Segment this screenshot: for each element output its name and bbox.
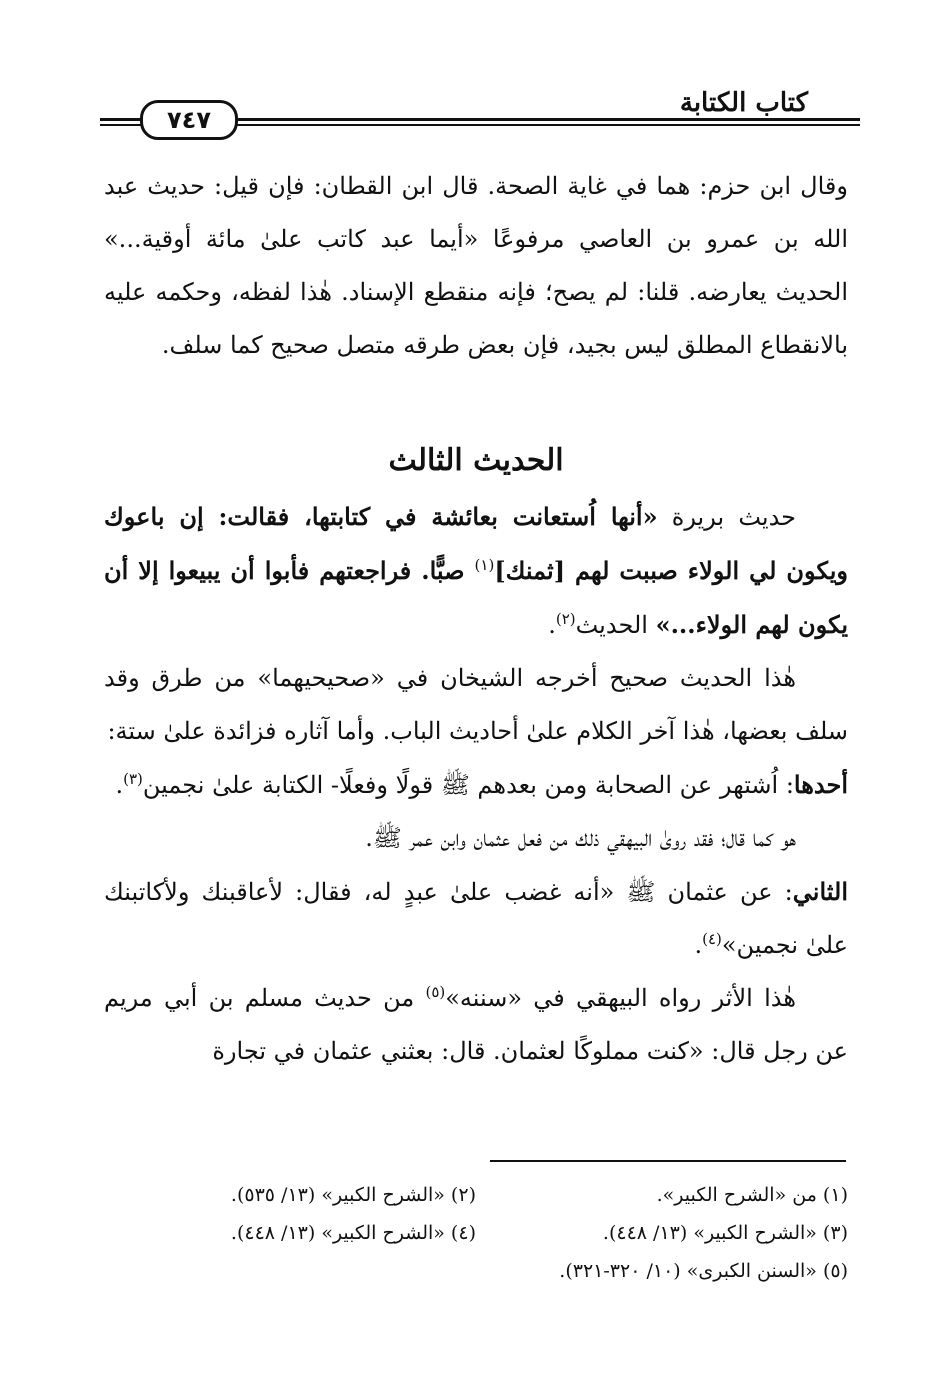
point-1-text: : اُشتهر عن الصحابة ومن بعدهم ﷺ قولًا وفعلًا- الكتابة علىٰ نجمين xyxy=(142,771,794,799)
footnotes xyxy=(104,1176,848,1290)
hadith-text-a: «أنها اُستعانت بعائشة في كتابتها، فقالت: إن باعوك ويكون لي الولاء صببت لهم [ثمنك] xyxy=(104,502,848,585)
footnote-5: (٥) «السنن الكبرى» (١٠/ ٣٢٠-٣٢١). xyxy=(559,1260,848,1282)
footnote-ref-3[interactable]: (٣) xyxy=(123,770,143,788)
footnote-ref-1[interactable]: (١) xyxy=(474,556,495,574)
paragraph-2: هٰذا الحديث صحيح أخرجه الشيخان في «صحيحيهما» من طرق وقد سلف بعضها، هٰذا آخر الكلام علىٰ أحاديث الباب. وأما آثاره فزائدة علىٰ ستة: xyxy=(104,664,848,745)
footnote-row xyxy=(104,1176,848,1214)
hadith-end: . xyxy=(548,611,556,639)
body-section-2 xyxy=(104,490,848,1078)
footnote-separator xyxy=(490,1160,846,1162)
point-2-label: الثاني xyxy=(792,877,848,906)
section-heading: الحديث الثالث xyxy=(388,443,564,478)
point-2-text: : عن عثمان ﷺ «أنه غضب علىٰ عبدٍ له، فقال: لأعاقبنك ولأكاتبنك علىٰ نجمين» xyxy=(104,878,848,959)
footnote-ref-4[interactable]: (٤) xyxy=(702,930,722,948)
point-2 xyxy=(104,865,848,972)
page-number: ٧٤٧ xyxy=(140,100,238,140)
point-1-end: . xyxy=(115,771,124,799)
running-header xyxy=(100,86,860,134)
paragraph-3: هو كما قال؛ فقد روىٰ البيهقي ذلك من فعل عثمان وابن عمر ﷺ. xyxy=(365,824,796,852)
point-1-label: أحدها xyxy=(793,770,848,799)
footnote-1: (١) من «الشرح الكبير». xyxy=(656,1184,848,1206)
hadith-paragraph xyxy=(104,490,848,652)
footnote-row xyxy=(104,1252,848,1290)
hadith-tail: الحديث xyxy=(575,611,656,639)
paragraph-4 xyxy=(104,972,848,1078)
footnote-ref-5[interactable]: (٥) xyxy=(425,983,446,1001)
chapter-title: كتاب الكتابة xyxy=(679,88,808,118)
hadith-intro: حديث بريرة xyxy=(657,503,796,531)
hadith-text-b: صبًّا. فراجعتهم فأبوا أن يبيعوا إلا أن يكون لهم الولاء...» xyxy=(104,556,848,639)
paragraph-1: وقال ابن حزم: هما في غاية الصحة. قال ابن القطان: فإن قيل: حديث عبد الله بن عمرو بن العاصي مرفوعًا «أيما عبد كاتب علىٰ مائة أوقية...» الحديث يعارضه. قلنا: لم يصح؛ فإنه منقطع الإسناد. هٰذا لفظه، وحكمه عليه بالانقطاع المطلق ليس بجيد، فإن بعض طرقه متصل صحيح كما سلف. xyxy=(104,172,848,359)
paragraph-4-text-a: هٰذا الأثر رواه البيهقي في «سننه» xyxy=(445,984,797,1012)
point-1 xyxy=(104,758,848,812)
body-section-1 xyxy=(104,160,848,372)
footnote-4: (٤) «الشرح الكبير» (١٣/ ٤٤٨). xyxy=(230,1222,476,1244)
footnote-3: (٣) «الشرح الكبير» (١٣/ ٤٤٨). xyxy=(602,1222,848,1244)
point-2-end: . xyxy=(694,931,703,959)
footnote-ref-2[interactable]: (٢) xyxy=(555,610,576,628)
footnote-2: (٢) «الشرح الكبير» (١٣/ ٥٣٥). xyxy=(230,1184,476,1206)
footnote-row xyxy=(104,1214,848,1252)
paragraph-4-text-b: من حديث مسلم بن أبي مريم عن رجل قال: «كنت مملوكًا لعثمان. قال: بعثني عثمان في تجارة xyxy=(104,984,848,1065)
